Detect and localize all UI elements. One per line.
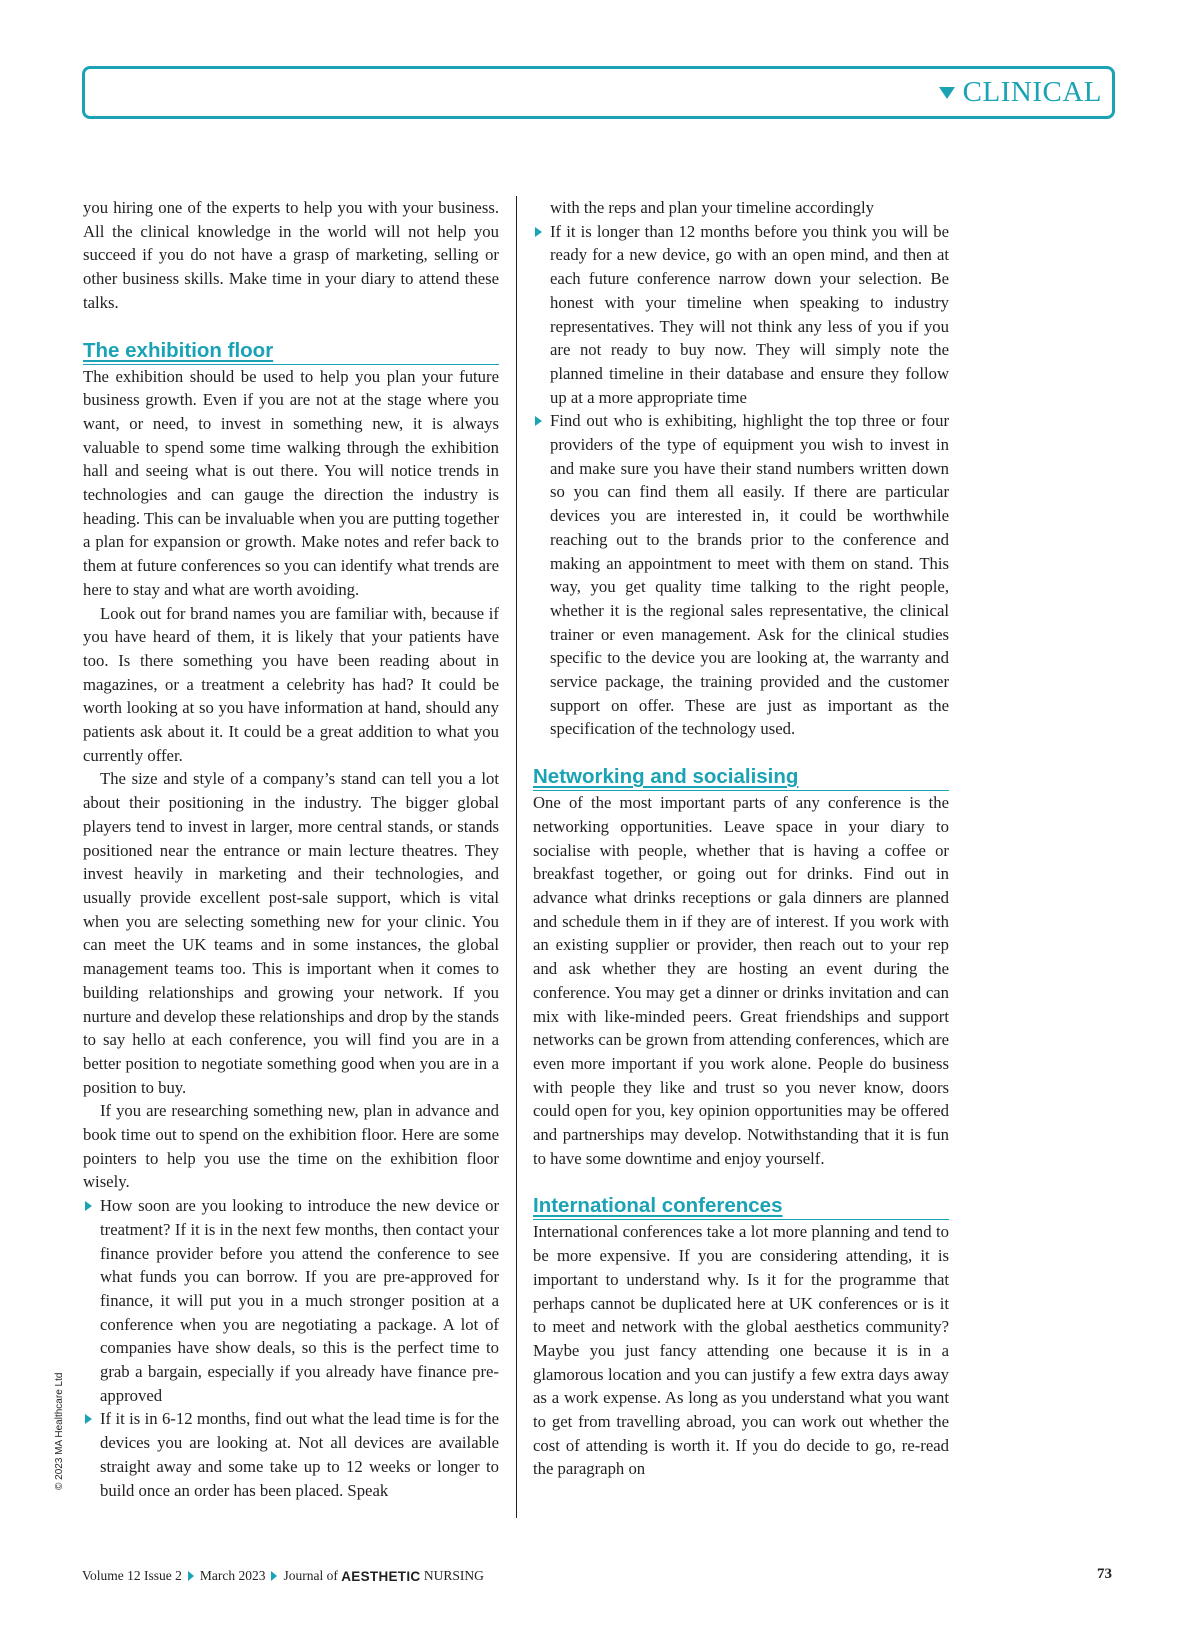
copyright-notice: © 2023 MA Healthcare Ltd: [54, 1372, 65, 1490]
triangle-right-icon: [85, 1414, 92, 1424]
list-item: [533, 220, 949, 410]
list-item: [83, 1194, 499, 1407]
triangle-down-icon: [939, 87, 955, 99]
list-item: [533, 409, 949, 741]
networking-heading-text: Networking and socialising: [533, 765, 799, 789]
list-item: [83, 1407, 499, 1502]
list-item-text: How soon are you looking to introduce the new device or treatment? If it is in the next few months, then contact your finance provider before you attend the conference to see what funds you can borrow. If you are pre-approved for finance, it will put you in a much stronger position at a conference when you are negotiating a package. A lot of companies have show deals, so this is the perfect time to grab a bargain, especially if you already have finance pre-approved: [100, 1196, 499, 1405]
left-column: [83, 196, 499, 1502]
list-item-text: If it is in 6-12 months, find out what the lead time is for the devices you are looking at. Not all devices are available straight away and some take up to 12 weeks or longer to build once an order has been placed. Speak: [100, 1409, 499, 1500]
footer-journal-brand: AESTHETIC: [341, 1568, 421, 1584]
section-label: [939, 76, 1102, 109]
footer-journal-suffix: NURSING: [423, 1568, 484, 1583]
international-heading-text: International conferences: [533, 1194, 783, 1218]
column-divider: [516, 196, 517, 1518]
intro-paragraph: you hiring one of the experts to help you with your business. All the clinical knowledge in the world will not help you succeed if you do not have a grasp of marketing, selling or other business skills. Make time in your diary to attend these talks.: [83, 198, 499, 312]
list-item-text: with the reps and plan your timeline accordingly: [550, 198, 874, 217]
page-number: 73: [1097, 1566, 1112, 1582]
body-paragraph: The exhibition should be used to help you plan your future business growth. Even if you are not at the stage where you want, or need, to invest in something new, it is always valuable to spend some time walking through the exhibition hall and seeing what is out there. You will notice trends in technologies and can gauge the direction the industry is heading. This can be invaluable when you are putting together a plan for expansion or growth. Make notes and refer back to them at future conferences so you can identify what trends are here to stay and what are worth avoiding.: [83, 366, 499, 599]
section-header-box: [82, 66, 1115, 119]
body-paragraph: If you are researching something new, plan in advance and book time out to spend on the exhibition floor. Here are some pointers to help you use the time on the exhibition floor wisely.: [83, 1101, 499, 1192]
footer-journal-prefix: Journal of: [283, 1568, 338, 1583]
footer-date: March 2023: [199, 1568, 266, 1583]
footer-citation: [82, 1568, 484, 1584]
body-paragraph: One of the most important parts of any conference is the networking opportunities. Leave space in your diary to socialise with people, whether that is having a coffee or breakfast together, or going out for drinks. Find out in advance what drinks receptions or gala dinners are planned and schedule them in if they are of interest. If you work with an existing supplier or provider, then reach out to your rep and ask whether they are hosting an event during the conference. You may get a dinner or drinks invitation and can mix with like-minded peers. Great friendships and support networks can be grown from attending conferences, which are even more important if you work alone. People do business with people they like and trust so you never know, doors could open for you, key opinion opportunities may be offered and partnerships may develop. Notwithstanding that it is fun to have some downtime and enjoy yourself.: [533, 793, 949, 1168]
right-column: [533, 196, 949, 1481]
pointer-list-continued: [533, 196, 949, 741]
triangle-right-icon: [85, 1201, 92, 1211]
body-paragraph: The size and style of a company’s stand can tell you a lot about their positioning in the industry. The bigger global players tend to invest in larger, more central stands, or stands positioned near the entrance or main lecture theatres. They invest heavily in marketing and their technologies, and usually provide excellent post-sale support, which is vital when you are selecting something new for your clinic. You can meet the UK teams and in some instances, the global management teams too. This is important when it comes to building relationships and growing your network. If you nurture and develop these relationships and drop by the stands to say hello at each conference, you will find you are in a better position to negotiate something good when you are in a position to buy.: [83, 769, 499, 1097]
body-paragraph: International conferences take a lot more planning and tend to be more expensive. If you are considering attending, it is important to understand why. Is it for the programme that perhaps cannot be duplicated here at UK conferences or is it to meet and network with the global aesthetics community? Maybe you just fancy attending one because it is in a glamorous location and you can justify a few extra days away as a work expense. As long as you understand what you want to get from travelling abroad, you can work out whether the cost of attending is worth it. If you do decide to go, re-read the paragraph on: [533, 1222, 949, 1479]
footer-volume: Volume 12 Issue 2: [82, 1568, 182, 1583]
exhibition-heading-text: The exhibition floor: [83, 338, 274, 362]
international-heading: [533, 1192, 949, 1220]
networking-heading: [533, 763, 949, 791]
section-label-text: CLINICAL: [962, 76, 1102, 108]
list-item-continuation: [533, 196, 949, 220]
list-item-text: Find out who is exhibiting, highlight the top three or four providers of the type of equipment you wish to invest in and make sure you have their stand numbers written down so you can find them all easily. If there are particular devices you are interested in, it could be worthwhile reaching out to the brands prior to the conference and making an appointment to meet with them on stand. This way, you get quality time talking to the right people, whether it is the regional sales representative, the clinical trainer or even management. Ask for the clinical studies specific to the device you are looking at, the warranty and service package, the training provided and the customer support on offer. These are just as important as the specification of the technology used.: [550, 411, 949, 739]
list-item-text: If it is longer than 12 months before you think you will be ready for a new device, go with an open mind, and then at each future conference narrow down your selection. Be honest with your timeline when speaking to industry representatives. They will not think any less of you if you are not ready to buy now. They will simply note the planned timeline in their database and ensure they follow up at a more appropriate time: [550, 221, 949, 407]
triangle-right-icon: [535, 227, 542, 237]
triangle-right-icon: [188, 1571, 194, 1581]
pointer-list: [83, 1194, 499, 1502]
exhibition-heading: [83, 337, 499, 365]
body-paragraph: Look out for brand names you are familiar with, because if you have heard of them, it is likely that your patients have too. Is there something you have been reading about in magazines, or a treatment a celebrity has had? It could be worth looking at so you have information at hand, should any patients ask about it. It could be a great addition to what you currently offer.: [83, 603, 499, 765]
triangle-right-icon: [535, 416, 542, 426]
triangle-right-icon: [271, 1571, 277, 1581]
